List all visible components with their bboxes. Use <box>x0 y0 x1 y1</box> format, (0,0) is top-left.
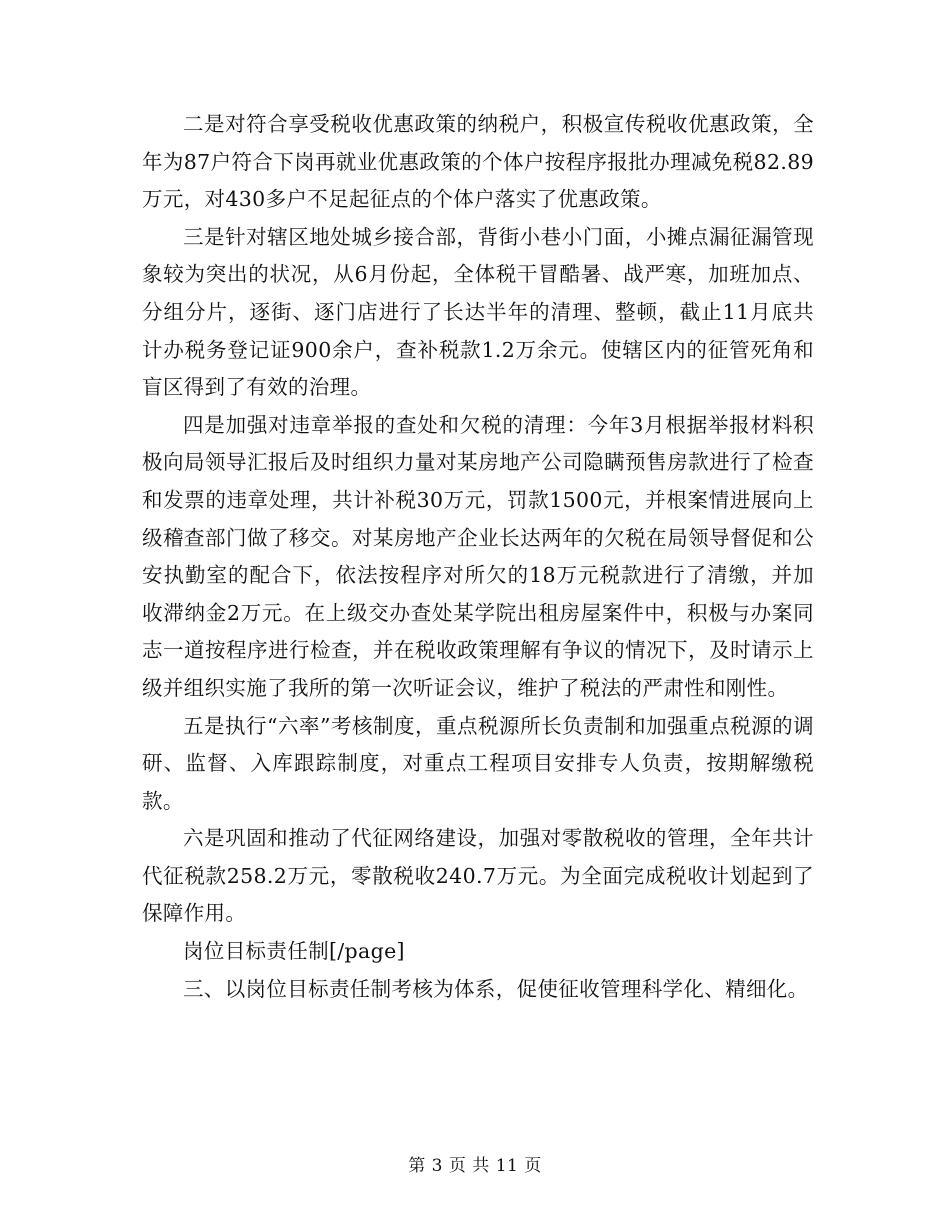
page-footer: 第 3 页 共 11 页 <box>408 1156 542 1176</box>
paragraph-section-heading: 岗位目标责任制[/page] <box>183 939 405 964</box>
paragraph-preferential-policy: 二是对符合享受税收优惠政策的纳税户，积极宣传税收优惠政策，全年为87户符合下岗再就业优惠政策的个体户按程序报批办理减免税82.89万元，对430多户不足起征点的个体户落实了优惠政策。 <box>142 112 814 212</box>
paragraph-section-three: 三、以岗位目标责任制考核为体系，促使征收管理科学化、精细化。 <box>183 976 809 1001</box>
paragraph-jurisdiction-cleanup: 三是针对辖区地处城乡接合部，背街小巷小门面，小摊点漏征漏管现象较为突出的状况，从6月份起，全体税干冒酷暑、战严寒，加班加点、分组分片，逐街、逐门店进行了长达半年的清理、整顿，截止11月底共计办税务登记证900余户，查补税款1.2万余元。使辖区内的征管死角和盲区得到了有效的治理。 <box>142 224 814 400</box>
document-body <box>142 106 814 1008</box>
paragraph-violation-reports: 四是加强对违章举报的查处和欠税的清理：今年3月根据举报材料积极向局领导汇报后及时组织力量对某房地产公司隐瞒预售房款进行了检查和发票的违章处理，共计补税30万元，罚款1500元，并根案情进展向上级稽查部门做了移交。对某房地产企业长达两年的欠税在局领导督促和公安执勤室的配合下，依法按程序对所欠的18万元税款进行了清缴，并加收滞纳金2万元。在上级交办查处某学院出租房屋案件中，积极与办案同志一道按程序进行检查，并在税收政策理解有争议的情况下，及时请示上级并组织实施了我所的第一次听证会议，维护了税法的严肃性和刚性。 <box>142 412 814 700</box>
paragraph-six-rates-assessment: 五是执行“六率”考核制度，重点税源所长负责制和加强重点税源的调研、监督、入库跟踪制度，对重点工程项目安排专人负责，按期解缴税款。 <box>142 713 814 813</box>
paragraph-collection-network: 六是巩固和推动了代征网络建设，加强对零散税收的管理，全年共计代征税款258.2万元，零散税收240.7万元。为全面完成税收计划起到了保障作用。 <box>142 826 814 926</box>
